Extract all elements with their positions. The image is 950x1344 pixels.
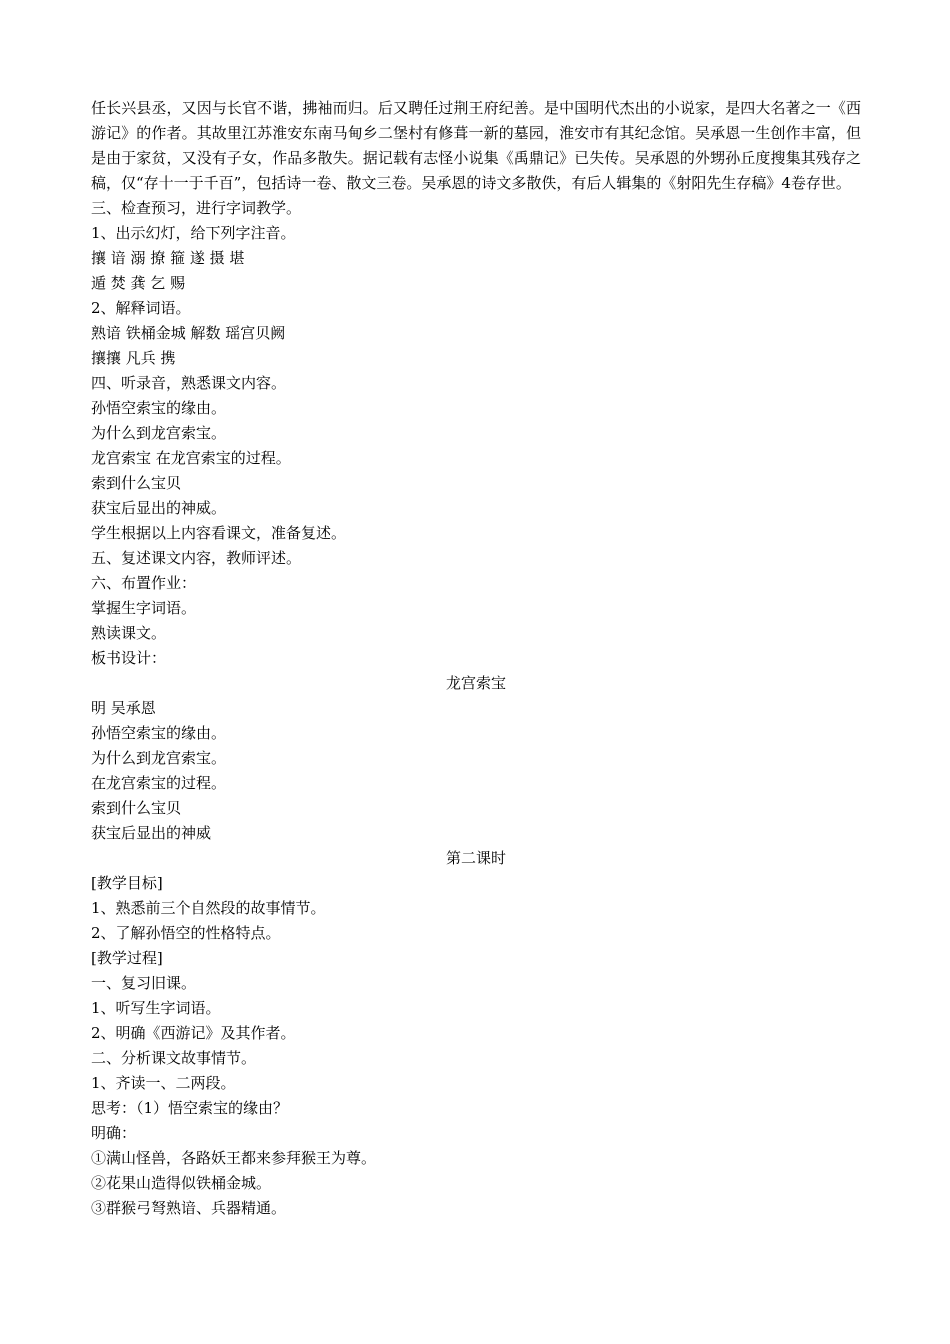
- text-line: 1、听写生字词语。: [91, 999, 221, 1017]
- board-design-section: [91, 696, 861, 846]
- board-line: 索到什么宝贝: [91, 799, 182, 817]
- text-line: 龙宫索宝 在龙宫索宝的过程。: [91, 449, 291, 467]
- text-line: 板书设计：: [91, 649, 167, 667]
- text-line: [教学过程]: [91, 949, 163, 967]
- text-line: 五、复述课文内容，教师评述。: [91, 549, 302, 567]
- text-line: 1、熟悉前三个自然段的故事情节。: [91, 899, 326, 917]
- text-line: 索到什么宝贝: [91, 474, 182, 492]
- text-line: 为什么到龙宫索宝。: [91, 424, 227, 442]
- lesson-one-section: [91, 196, 861, 671]
- board-line: 在龙宫索宝的过程。: [91, 774, 227, 792]
- text-line: 遁 焚 龚 乞 赐: [91, 274, 186, 292]
- document-page: [91, 96, 861, 1221]
- text-line: 四、听录音，熟悉课文内容。: [91, 374, 287, 392]
- text-line: 学生根据以上内容看课文，准备复述。: [91, 524, 347, 542]
- text-line: 攘攘 凡兵 携: [91, 349, 176, 367]
- text-line: ③群猴弓弩熟谙、兵器精通。: [91, 1199, 287, 1217]
- text-line: 2、了解孙悟空的性格特点。: [91, 924, 281, 942]
- board-line: 明 吴承恩: [91, 699, 156, 717]
- text-line: 2、解释词语。: [91, 299, 191, 317]
- text-line: 思考：（1）悟空索宝的缘由？: [91, 1099, 289, 1117]
- text-line: ②花果山造得似铁桶金城。: [91, 1174, 272, 1192]
- board-line: 孙悟空索宝的缘由。: [91, 724, 227, 742]
- text-line: 熟读课文。: [91, 624, 167, 642]
- text-line: 1、出示幻灯，给下列字注音。: [91, 224, 296, 242]
- intro-paragraph: 任长兴县丞，又因与长官不谐，拂袖而归。后又聘任过荆王府纪善。是中国明代杰出的小说家，是四大名著之一《西游记》的作者。其故里江苏淮安东南马甸乡二堡村有修葺一新的墓园，淮安市有其纪念馆。吴承恩一生创作丰富，但是由于家贫，又没有子女，作品多散失。据记载有志怪小说集《禹鼎记》已失传。吴承恩的外甥孙丘度搜集其残存之稿，仅“存十一于千百”，包括诗一卷、散文三卷。吴承恩的诗文多散佚，有后人辑集的《射阳先生存稿》4卷存世。: [91, 99, 861, 192]
- text-line: 熟谙 铁桶金城 解数 瑶宫贝阙: [91, 324, 286, 342]
- text-line: 孙悟空索宝的缘由。: [91, 399, 227, 417]
- text-line: 1、齐读一、二两段。: [91, 1074, 236, 1092]
- lesson-two-title: 第二课时: [445, 849, 506, 867]
- board-line: 为什么到龙宫索宝。: [91, 749, 227, 767]
- board-title: 龙宫索宝: [445, 674, 506, 692]
- text-line: 2、明确《西游记》及其作者。: [91, 1024, 296, 1042]
- text-line: 六、布置作业：: [91, 574, 197, 592]
- text-line: 二、分析课文故事情节。: [91, 1049, 257, 1067]
- text-line: 攘 谙 溺 撩 箍 遂 摄 堪: [91, 249, 245, 267]
- text-line: ①满山怪兽，各路妖王都来参拜猴王为尊。: [91, 1149, 377, 1167]
- text-line: 三、检查预习，进行字词教学。: [91, 199, 302, 217]
- text-line: [教学目标]: [91, 874, 163, 892]
- text-line: 掌握生字词语。: [91, 599, 197, 617]
- text-line: 获宝后显出的神威。: [91, 499, 227, 517]
- board-line: 获宝后显出的神威: [91, 824, 212, 842]
- lesson-two-section: [91, 871, 861, 1221]
- text-line: 明确：: [91, 1124, 137, 1142]
- text-line: 一、复习旧课。: [91, 974, 197, 992]
